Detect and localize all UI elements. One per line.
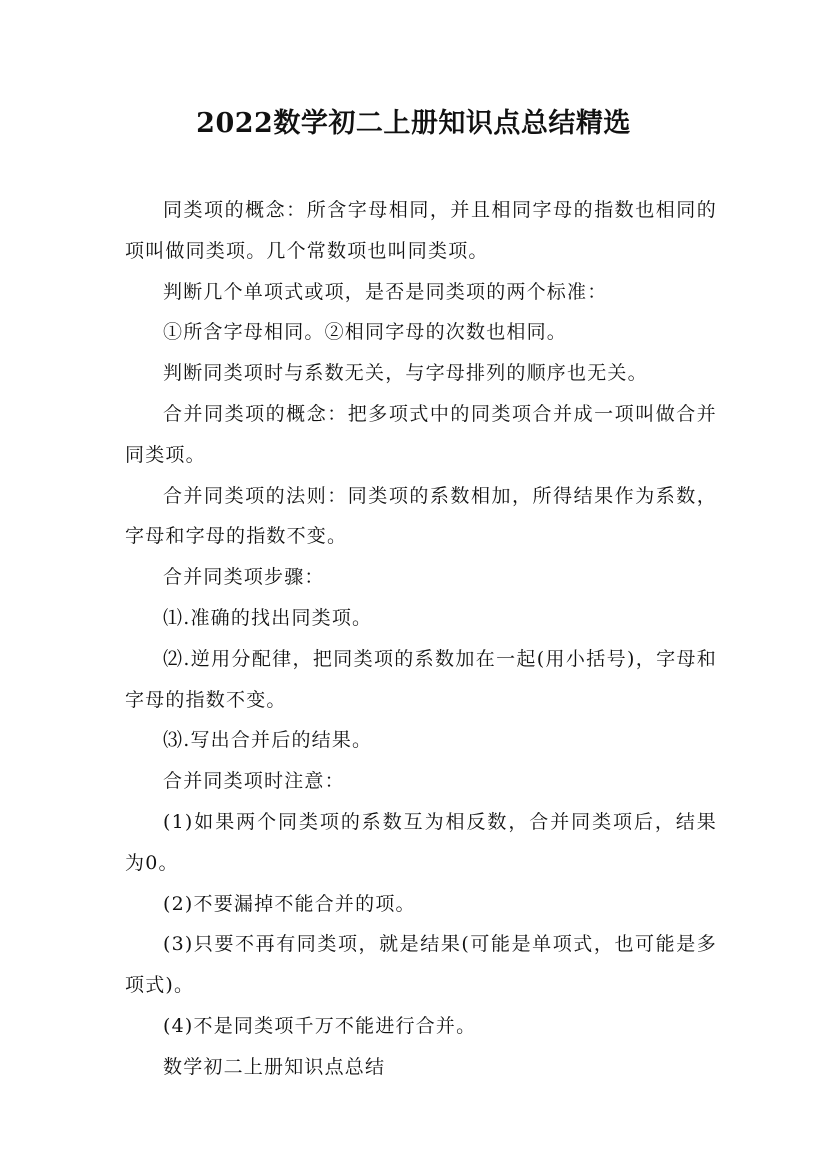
paragraph-steps-heading: 合并同类项步骤：	[163, 566, 325, 589]
paragraph-step-3: ⑶.写出合并后的结果。	[163, 729, 373, 752]
paragraph-definition: 同类项的概念：所含字母相同，并且相同字母的指数也相同的项叫做同类项。几个常数项也叫同类项。	[125, 199, 717, 262]
paragraph-combine-rule: 合并同类项的法则：同类项的系数相加，所得结果作为系数，字母和字母的指数不变。	[125, 484, 717, 548]
paragraph-notes-heading: 合并同类项时注意：	[163, 770, 345, 793]
paragraph-note-4: (4)不是同类项千万不能进行合并。	[163, 1014, 477, 1037]
paragraph-note-1: (1)如果两个同类项的系数互为相反数，合并同类项后，结果为0。	[125, 810, 717, 874]
paragraph-note-3: (3)只要不再有同类项，就是结果(可能是单项式，也可能是多项式)。	[125, 933, 717, 997]
paragraph-combine-definition: 合并同类项的概念：把多项式中的同类项合并成一项叫做合并同类项。	[125, 402, 717, 466]
paragraph-criteria-intro: 判断几个单项式或项，是否是同类项的两个标准：	[163, 280, 608, 303]
paragraph-irrelevance: 判断同类项时与系数无关，与字母排列的顺序也无关。	[163, 362, 648, 385]
paragraph-note-2: (2)不要漏掉不能合并的项。	[163, 892, 416, 915]
paragraph-section-heading: 数学初二上册知识点总结	[163, 1055, 386, 1078]
paragraph-criteria: ①所含字母相同。②相同字母的次数也相同。	[163, 321, 568, 344]
paragraph-step-1: ⑴.准确的找出同类项。	[163, 606, 373, 629]
paragraph-step-2: ⑵.逆用分配律，把同类项的系数加在一起(用小括号)，字母和字母的指数不变。	[125, 647, 717, 711]
document-body	[125, 190, 717, 1088]
document-title: 2022数学初二上册知识点总结精选	[196, 108, 631, 139]
